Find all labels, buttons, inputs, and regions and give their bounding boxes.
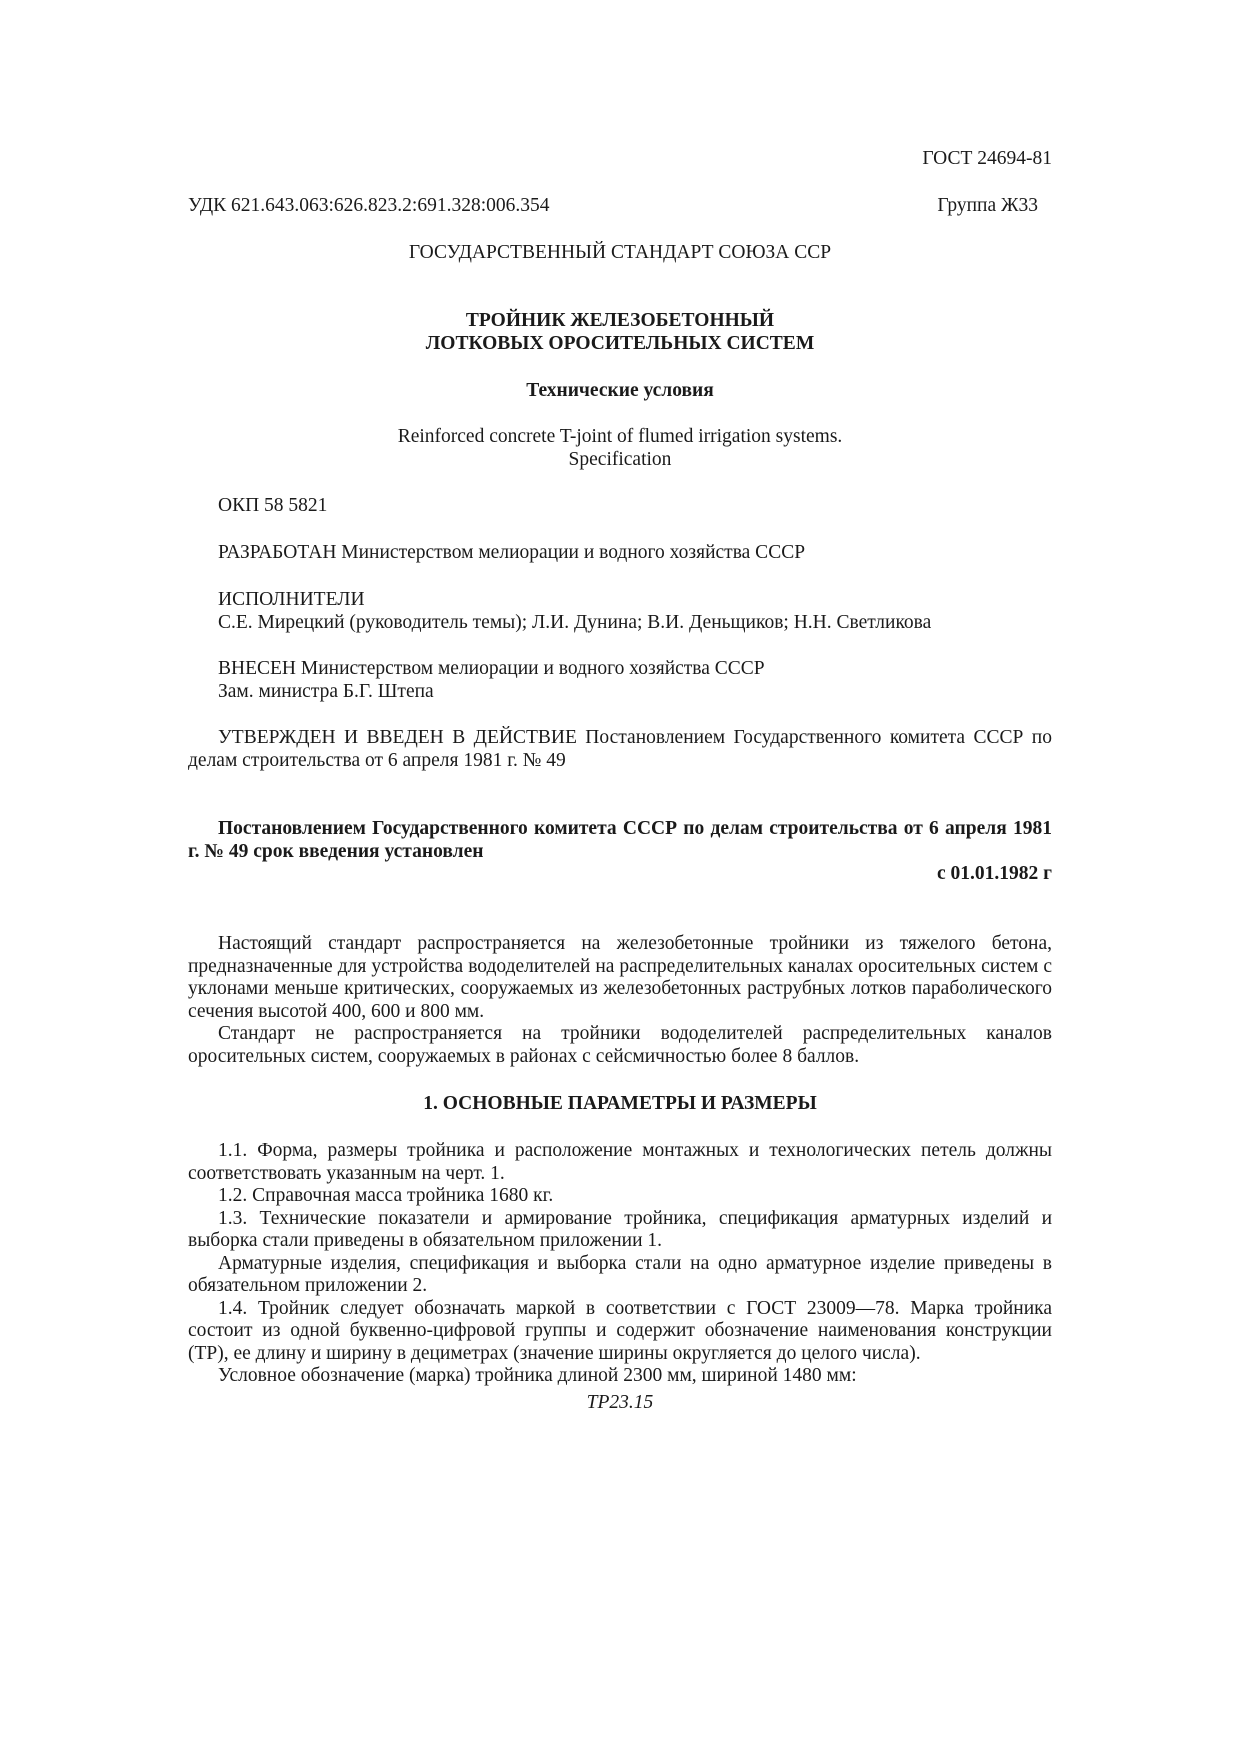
executors-names: С.Е. Мирецкий (руководитель темы); Л.И. Дунина; В.И. Деньщиков; Н.Н. Светликова: [218, 611, 932, 633]
executors-label: ИСПОЛНИТЕЛИ: [218, 589, 365, 610]
intro-paragraph: Настоящий стандарт распространяется на железобетонные тройники из тяжелого бетона, предназначенные для устройства вододелителей на распределительных каналах оросительных систем с уклонами меньше критических, сооружаемых из железобетонных раструбных лотков параболического сечения высотой 400, 600 и 800 мм.: [188, 933, 1052, 1022]
group-code: Группа Ж33: [937, 195, 1038, 216]
title-line-1: ТРОЙНИК ЖЕЛЕЗОБЕТОННЫЙ: [465, 310, 775, 331]
udk-row: [188, 195, 1052, 218]
state-standard-heading: ГОСУДАРСТВЕННЫЙ СТАНДАРТ СОЮЗА ССР: [408, 242, 832, 263]
introduced-by: ВНЕСЕН Министерством мелиорации и водного хозяйства СССР: [218, 658, 765, 679]
effective-date-statement: Постановлением Государственного комитета СССР по делам строительства от 6 апреля 1981 г. № 49 срок введения установлен: [188, 818, 1052, 862]
mark-example: ТР23.15: [586, 1392, 654, 1413]
executors-block: [188, 589, 1052, 634]
intro-paragraph: Стандарт не распространяется на тройники вододелителей распределительных каналов оросительных систем, сооружаемых в районах с сейсмичностью более 8 баллов.: [188, 1023, 1052, 1067]
developed-by: РАЗРАБОТАН Министерством мелиорации и водного хозяйства СССР: [218, 542, 806, 563]
approved-statement: УТВЕРЖДЕН И ВВЕДЕН В ДЕЙСТВИЕ Постановлением Государственного комитета СССР по делам строительства от 6 апреля 1981 г. № 49: [188, 727, 1052, 771]
english-title-line-2: Specification: [568, 448, 672, 470]
section-paragraph: Условное обозначение (марка) тройника длиной 2300 мм, шириной 1480 мм:: [218, 1365, 857, 1386]
english-title: [188, 426, 1052, 471]
introduced-block: [188, 658, 1052, 703]
gost-number: ГОСТ 24694-81: [922, 148, 1052, 169]
english-title-line-1: Reinforced concrete T-joint of flumed irrigation systems.: [397, 426, 843, 447]
section-paragraph: 1.1. Форма, размеры тройника и расположение монтажных и технологических петель должны соответствовать указанным на черт. 1.: [188, 1140, 1052, 1184]
intro-text: [188, 933, 1052, 1068]
section-paragraph: 1.2. Справочная масса тройника 1680 кг.: [218, 1185, 554, 1206]
section-1-text: [188, 1140, 1052, 1388]
okp-code: ОКП 58 5821: [218, 495, 328, 516]
section-paragraph: 1.4. Тройник следует обозначать маркой в соответствии с ГОСТ 23009—78. Марка тройника состоит из одной буквенно-цифровой группы и содержит обозначение наименования конструкции (ТР), ее длину и ширину в дециметрах (значение ширины округляется до целого числа).: [188, 1297, 1052, 1364]
document-subtitle: Технические условия: [526, 380, 714, 401]
section-paragraph: Арматурные изделия, спецификация и выборка стали на одно арматурное изделие приведены в обязательном приложении 2.: [188, 1252, 1052, 1296]
document-title: [188, 310, 1052, 355]
deputy-minister: Зам. министра Б.Г. Штепа: [218, 680, 434, 702]
section-1-heading: 1. ОСНОВНЫЕ ПАРАМЕТРЫ И РАЗМЕРЫ: [423, 1093, 817, 1114]
title-line-2: ЛОТКОВЫХ ОРОСИТЕЛЬНЫХ СИСТЕМ: [425, 332, 815, 354]
effective-date: с 01.01.1982 г: [936, 863, 1052, 884]
udk-code: УДК 621.643.063:626.823.2:691.328:006.354: [188, 195, 550, 216]
section-paragraph: 1.3. Технические показатели и армирование тройника, спецификация арматурных изделий и выборка стали приведены в обязательном приложении 1.: [188, 1207, 1052, 1251]
